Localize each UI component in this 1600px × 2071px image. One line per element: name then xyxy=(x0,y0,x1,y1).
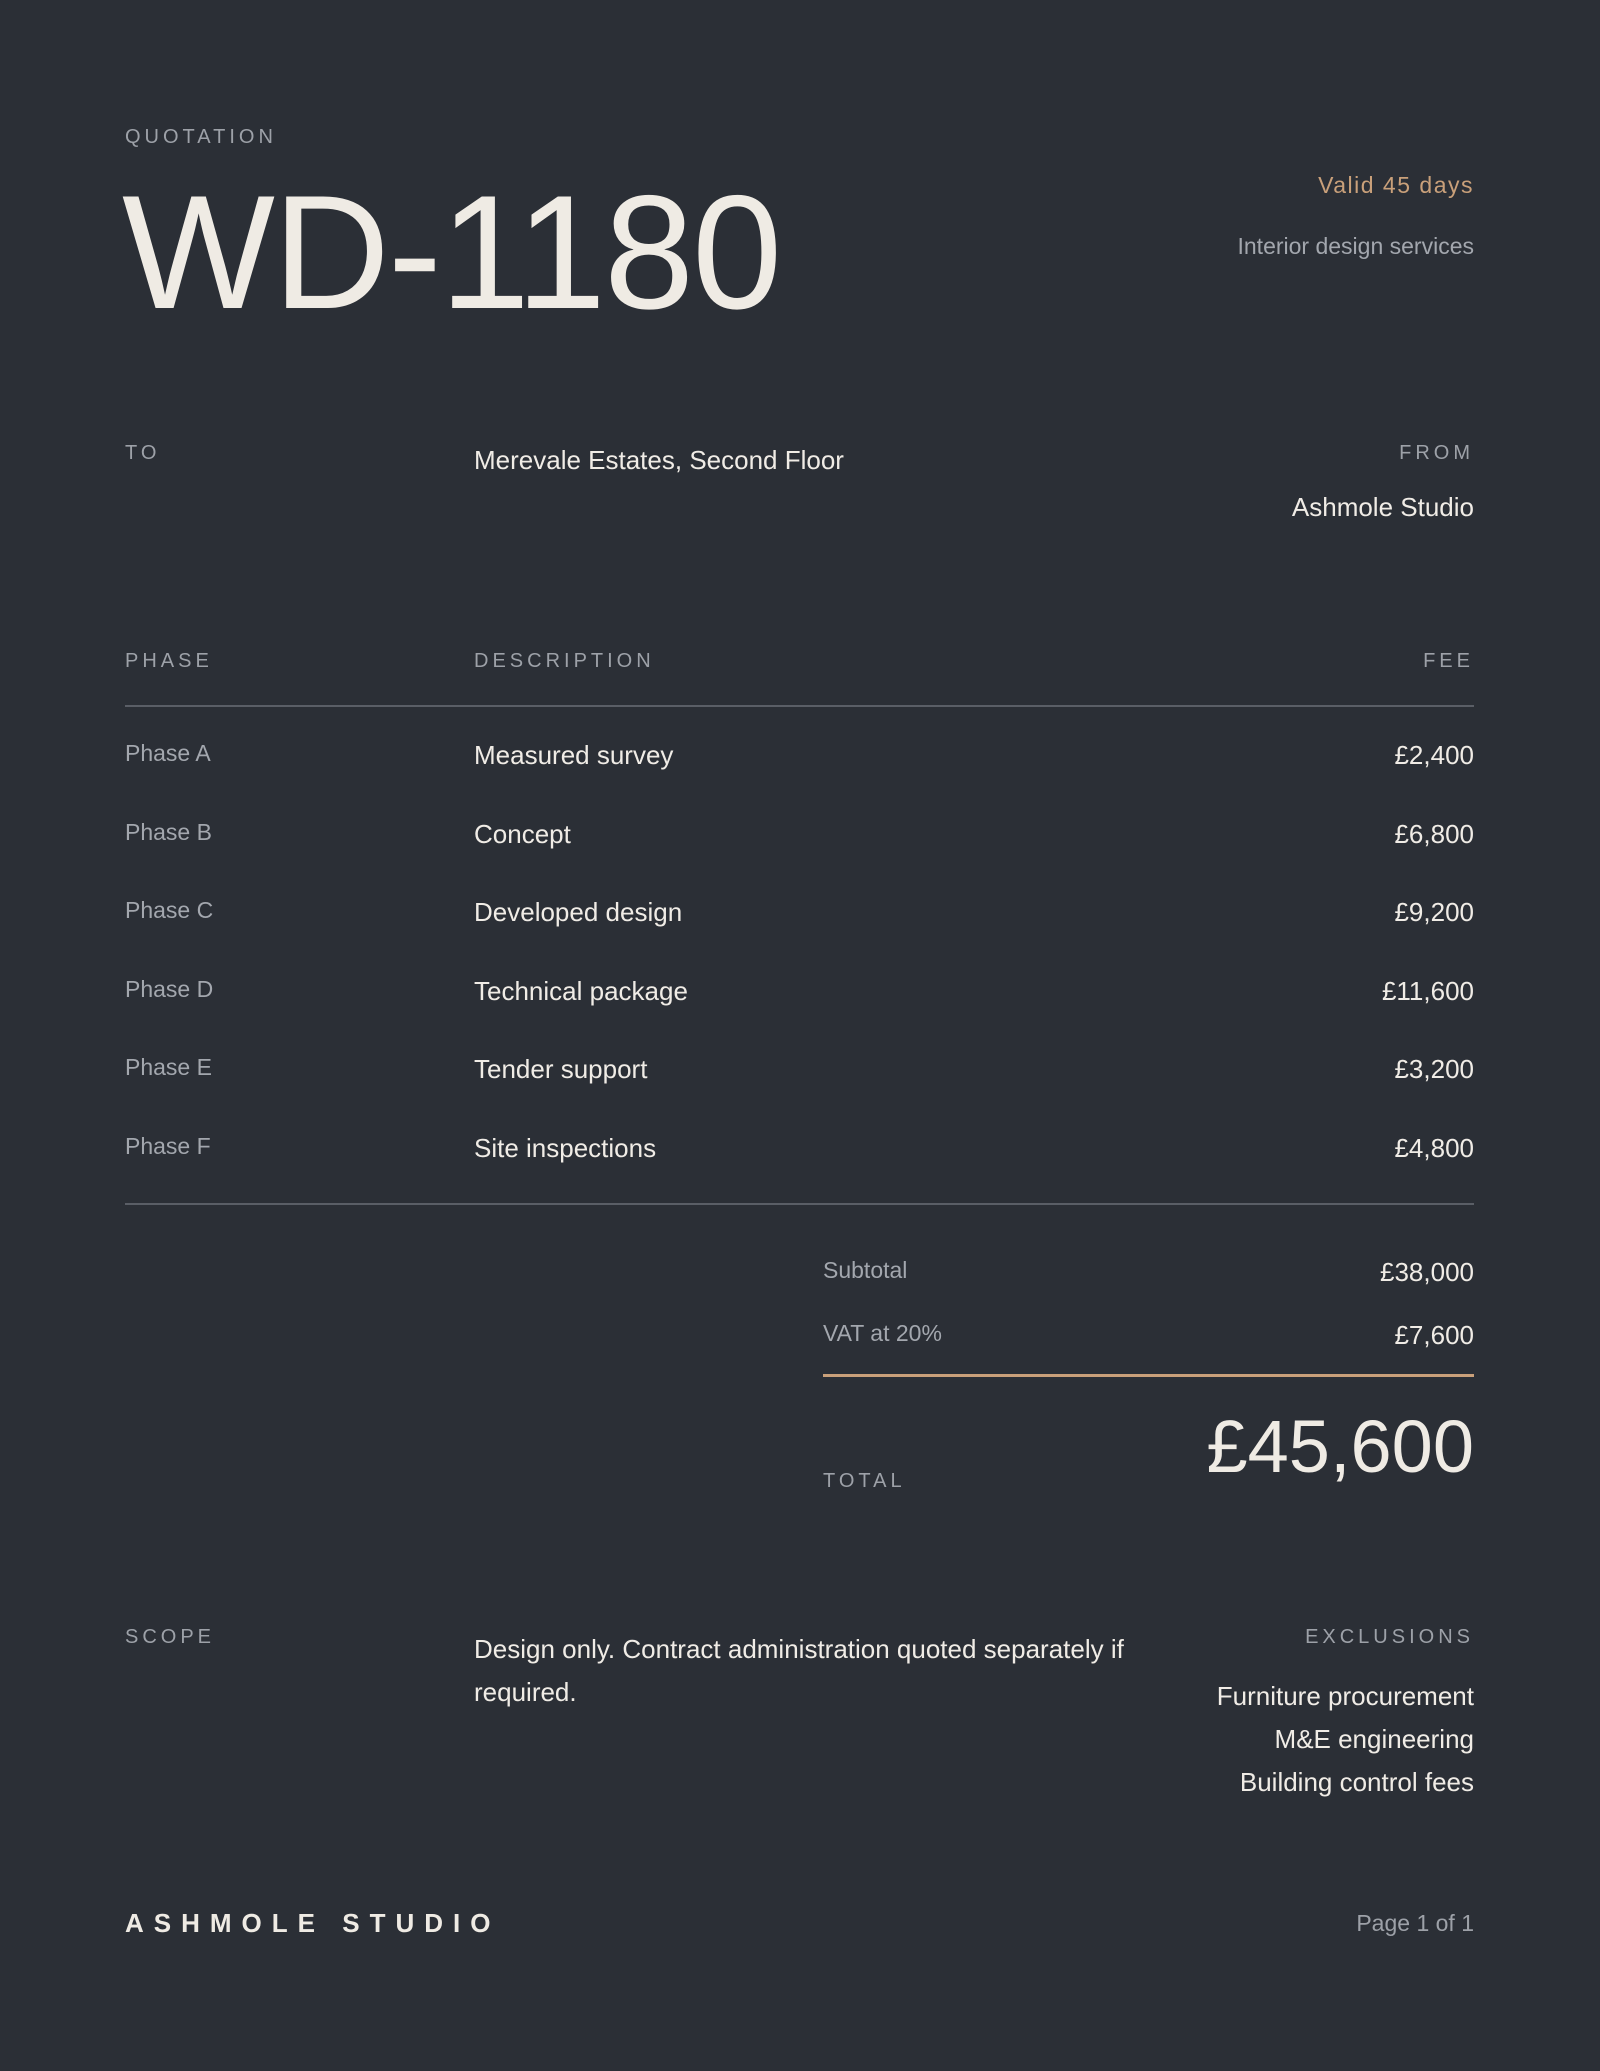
table-row xyxy=(125,819,1474,859)
scope-label: SCOPE xyxy=(125,1626,216,1648)
exclusion-item: M&E engineering xyxy=(1274,1724,1474,1754)
table-row xyxy=(125,1133,1474,1173)
exclusions-list xyxy=(1217,1675,1474,1804)
total-value: £45,600 xyxy=(1206,1405,1474,1488)
row-description: Technical package xyxy=(474,976,688,1006)
exclusions-label: EXCLUSIONS xyxy=(1305,1626,1474,1648)
row-phase: Phase D xyxy=(125,976,214,1002)
exclusion-item: Furniture procurement xyxy=(1216,1681,1474,1711)
service-type: Interior design services xyxy=(1237,233,1474,259)
row-fee: £6,800 xyxy=(1394,819,1474,849)
row-fee: £11,600 xyxy=(1381,976,1474,1006)
total-divider xyxy=(823,1374,1474,1377)
exclusion-item: Building control fees xyxy=(1239,1767,1474,1797)
row-fee: £4,800 xyxy=(1394,1133,1474,1163)
column-header-phase: PHASE xyxy=(125,650,213,672)
row-phase: Phase C xyxy=(125,897,214,923)
page-number: Page 1 of 1 xyxy=(1356,1910,1474,1936)
column-header-fee: FEE xyxy=(1423,650,1474,672)
table-row xyxy=(125,976,1474,1016)
row-fee: £9,200 xyxy=(1394,897,1474,927)
row-description: Tender support xyxy=(474,1054,648,1084)
row-fee: £2,400 xyxy=(1394,740,1474,770)
table-row xyxy=(125,1054,1474,1094)
table-row xyxy=(125,897,1474,937)
validity-note: Valid 45 days xyxy=(1318,172,1474,198)
row-phase: Phase B xyxy=(125,819,212,845)
row-phase: Phase E xyxy=(125,1054,212,1080)
row-phase: Phase F xyxy=(125,1133,211,1159)
column-header-description: DESCRIPTION xyxy=(474,650,655,672)
footer-brand: ASHMOLE STUDIO xyxy=(125,1908,501,1938)
row-description: Site inspections xyxy=(474,1133,657,1163)
scope-text: Design only. Contract administration quoted separately if required. xyxy=(474,1634,1124,1707)
vat-value: £7,600 xyxy=(1394,1320,1474,1350)
sender-name: Ashmole Studio xyxy=(1291,492,1474,522)
total-label: TOTAL xyxy=(823,1470,906,1492)
table-divider-top xyxy=(125,705,1474,707)
to-label: TO xyxy=(125,442,161,464)
row-description: Developed design xyxy=(474,897,683,927)
row-description: Concept xyxy=(474,819,571,849)
table-divider-bottom xyxy=(125,1203,1474,1205)
quote-number: WD-1180 xyxy=(122,162,781,343)
row-description: Measured survey xyxy=(474,740,674,770)
subtotal-label: Subtotal xyxy=(823,1257,908,1283)
from-label: FROM xyxy=(1399,442,1474,464)
subtotal-value: £38,000 xyxy=(1380,1257,1474,1287)
document-type-label: QUOTATION xyxy=(125,126,277,148)
table-row xyxy=(125,740,1474,780)
row-fee: £3,200 xyxy=(1394,1054,1474,1084)
recipient-name: Merevale Estates, Second Floor xyxy=(474,445,844,475)
row-phase: Phase A xyxy=(125,740,211,766)
vat-label: VAT at 20% xyxy=(823,1320,942,1346)
